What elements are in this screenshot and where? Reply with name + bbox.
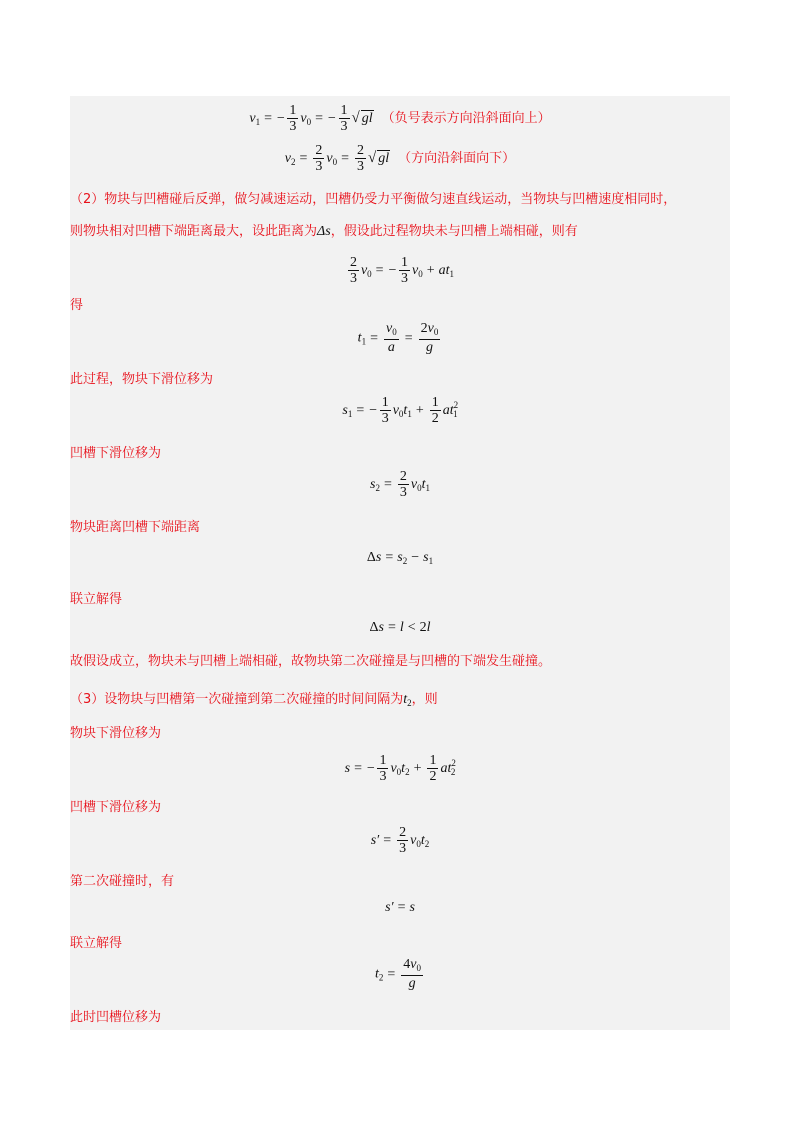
text-distance-label: 物块距离凹槽下端距离 <box>70 520 201 535</box>
part2-line2-a: 则物块相对凹槽下端距离最大，设此距离为 <box>70 224 318 239</box>
equation-v2: $v_2$ = $\frac{2}{3}$ $v_0$ = $\frac{2}{3}$ √ gl （方向沿斜面向下） <box>284 143 516 174</box>
part2-line1: （2）物块与凹槽碰后反弹，做匀减速运动，凹槽仍受力平衡做匀速直线运动，当物块与凹槽速度相同时， <box>70 192 677 207</box>
part3-intro <box>70 688 730 708</box>
equation-s: s = − $\frac{1}{3}$ $v_0t_2$ + $\frac{1}{2}$ $at^2_2$ <box>344 753 456 784</box>
equation-velocity-equal: $\frac{2}{3}$ $v_0$ = − $\frac{1}{3}$ $v_0 + at_1$ <box>349 255 455 286</box>
part2-line2-b: ，假设此过程物块未与凹槽上端相碰，则有 <box>330 224 578 239</box>
text-s2-label: 凹槽下滑位移为 <box>70 446 162 461</box>
equation-delta-s: $\Delta s = s_2 - s_1$ <box>366 550 434 566</box>
equation-v1: $v_1$ = − $\frac{1}{3}$ $v_0$ = − $\frac{1}{3}$ √ gl （负号表示方向沿斜面向上） <box>249 103 551 134</box>
equation-s1: $s_1$ = − $\frac{1}{3}$ $v_0t_1$ + $\frac{1}{2}$ $at^2_1$ <box>342 395 459 426</box>
text-last-label: 此时凹槽位移为 <box>70 1010 162 1025</box>
text-de: 得 <box>70 298 84 313</box>
equation-t1: $t_1$ = $\frac{v_0}{a}$ = $\frac{2v_0}{g}$ <box>357 321 439 355</box>
part2-line2 <box>70 220 730 240</box>
equation-s2: $s_2$ = $\frac{2}{3}$ $v_0t_1$ <box>370 469 430 500</box>
equation-t2: $t_2$ = $\frac{4v_0}{g}$ <box>374 957 421 991</box>
equation-v2-note: （方向沿斜面向下） <box>398 151 516 167</box>
delta-s-symbol: Δs <box>317 224 331 239</box>
equation-v1-note: （负号表示方向沿斜面向上） <box>381 111 551 127</box>
equation-s-prime-equals-s: s′ = s <box>385 900 415 915</box>
text-second-collision: 第二次碰撞时，有 <box>70 874 175 889</box>
t2-symbol: t <box>403 692 408 707</box>
part3-intro-a: （3）设物块与凹槽第一次碰撞到第二次碰撞的时间间隔为 <box>70 692 404 707</box>
text-s-prime-label: 凹槽下滑位移为 <box>70 800 162 815</box>
t2-subscript: 2 <box>407 698 412 708</box>
text-s1-label: 此过程，物块下滑位移为 <box>70 372 214 387</box>
text-conclusion: 故假设成立，物块未与凹槽上端相碰，故物块第二次碰撞是与凹槽的下端发生碰撞。 <box>70 654 552 669</box>
text-solve-2: 联立解得 <box>70 936 123 951</box>
equation-s-prime: s′ = $\frac{2}{3}$ $v_0t_2$ <box>370 825 430 856</box>
part3-intro-b: ，则 <box>411 692 438 707</box>
text-s-label: 物块下滑位移为 <box>70 726 162 741</box>
equation-delta-s-result: Δs = l < 2l <box>369 620 431 635</box>
solution-panel <box>70 96 730 1030</box>
text-solve-1: 联立解得 <box>70 592 123 607</box>
